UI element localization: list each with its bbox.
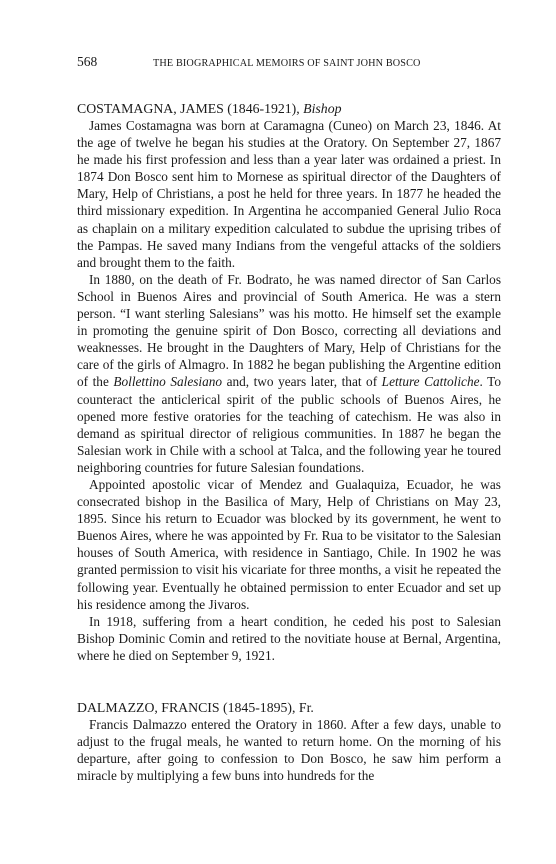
paragraph xyxy=(77,117,501,271)
paragraph-text: . To counteract the anticlerical spirit of the public schools of Buenos Aires, he opened more festive oratories for the teaching of catechism. He was also in demand as spiritual director of religious communities. In 1887 he began the Salesian work in Chile with a school at Talca, and the following year he toured neighboring countries for future Salesian foundations. xyxy=(77,374,501,475)
publication-title: Bollettino Salesiano xyxy=(113,374,223,390)
section-gap xyxy=(77,664,501,699)
entry-name: COSTAMAGNA, JAMES (1846-1921), xyxy=(77,101,300,116)
paragraph-text: In 1918, suffering from a heart condition, he ceded his post to Salesian Bishop Dominic Comin and retired to the novitiate house at Bernal, Argentina, where he died on September 9, 1921. xyxy=(77,613,501,663)
publication-title: Letture Cattoliche xyxy=(381,374,480,390)
paragraph-text: and, two years later, that of xyxy=(222,374,382,390)
entry-costamagna xyxy=(77,100,501,664)
entry-dalmazzo xyxy=(77,699,501,784)
page xyxy=(77,54,501,784)
entry-heading xyxy=(77,699,501,716)
paragraph xyxy=(77,271,501,476)
paragraph xyxy=(77,613,501,664)
paragraph xyxy=(77,476,501,613)
paragraph xyxy=(77,716,501,784)
entry-heading xyxy=(77,100,501,117)
paragraph-text: Francis Dalmazzo entered the Oratory in 1860. After a few days, unable to adjust to the frugal meals, he wanted to return home. On the morning of his departure, after going to confession to Don Bosco, he saw him perform a miracle by multiplying a few buns into hundreds for the xyxy=(77,717,501,784)
running-head xyxy=(77,54,501,74)
running-title: THE BIOGRAPHICAL MEMOIRS OF SAINT JOHN BOSCO xyxy=(153,58,421,69)
paragraph-text: Appointed apostolic vicar of Mendez and Gualaquiza, Ecuador, he was consecrated bishop in the Basilica of Mary, Help of Christians on May 23, 1895. Since his return to Ecuador was blocked by its government, he went to Buenos Aires, where he was appointed by Fr. Rua to be visitator to the Salesian houses of South America, with residence in Santiago, Chile. In 1902 he was granted permission to visit his vicariate for three months, a visit he repeated the following year. Eventually he obtained permission to enter Ecuador and set up his residence among the Jivaros. xyxy=(77,476,501,612)
page-number: 568 xyxy=(77,54,98,69)
paragraph-text: James Costamagna was born at Caramagna (Cuneo) on March 23, 1846. At the age of twelve he began his studies at the Oratory. On September 27, 1867 he made his first profession and less than a year later was ordained a priest. In 1874 Don Bosco sent him to Mornese as spiritual director of the Daughters of Mary, Help of Christians, a post he held for three years. In 1877 he headed the third missionary expedition. In Argentina he accompanied General Julio Roca as chaplain on a military expedition calculated to subdue the uprising tribes of the Pampas. He saved many Indians from the vengeful attacks of the soldiers and brought them to the faith. xyxy=(77,118,501,270)
entry-name: DALMAZZO, FRANCIS (1845-1895), Fr. xyxy=(77,700,314,715)
entry-role: Bishop xyxy=(303,101,342,116)
paragraph-text: In 1880, on the death of Fr. Bodrato, he was named director of San Carlos School in Buenos Aires and provincial of South America. He was a stern person. “I want sterling Salesians” was his motto. He himself set the example in promoting the genuine spirit of Don Bosco, correcting all deviations and weaknesses. He brought in the Daughters of Mary, Help of Christians for the care of the girls of Almagro. In 1882 he began publishing the Argentine edition of the xyxy=(77,271,501,390)
